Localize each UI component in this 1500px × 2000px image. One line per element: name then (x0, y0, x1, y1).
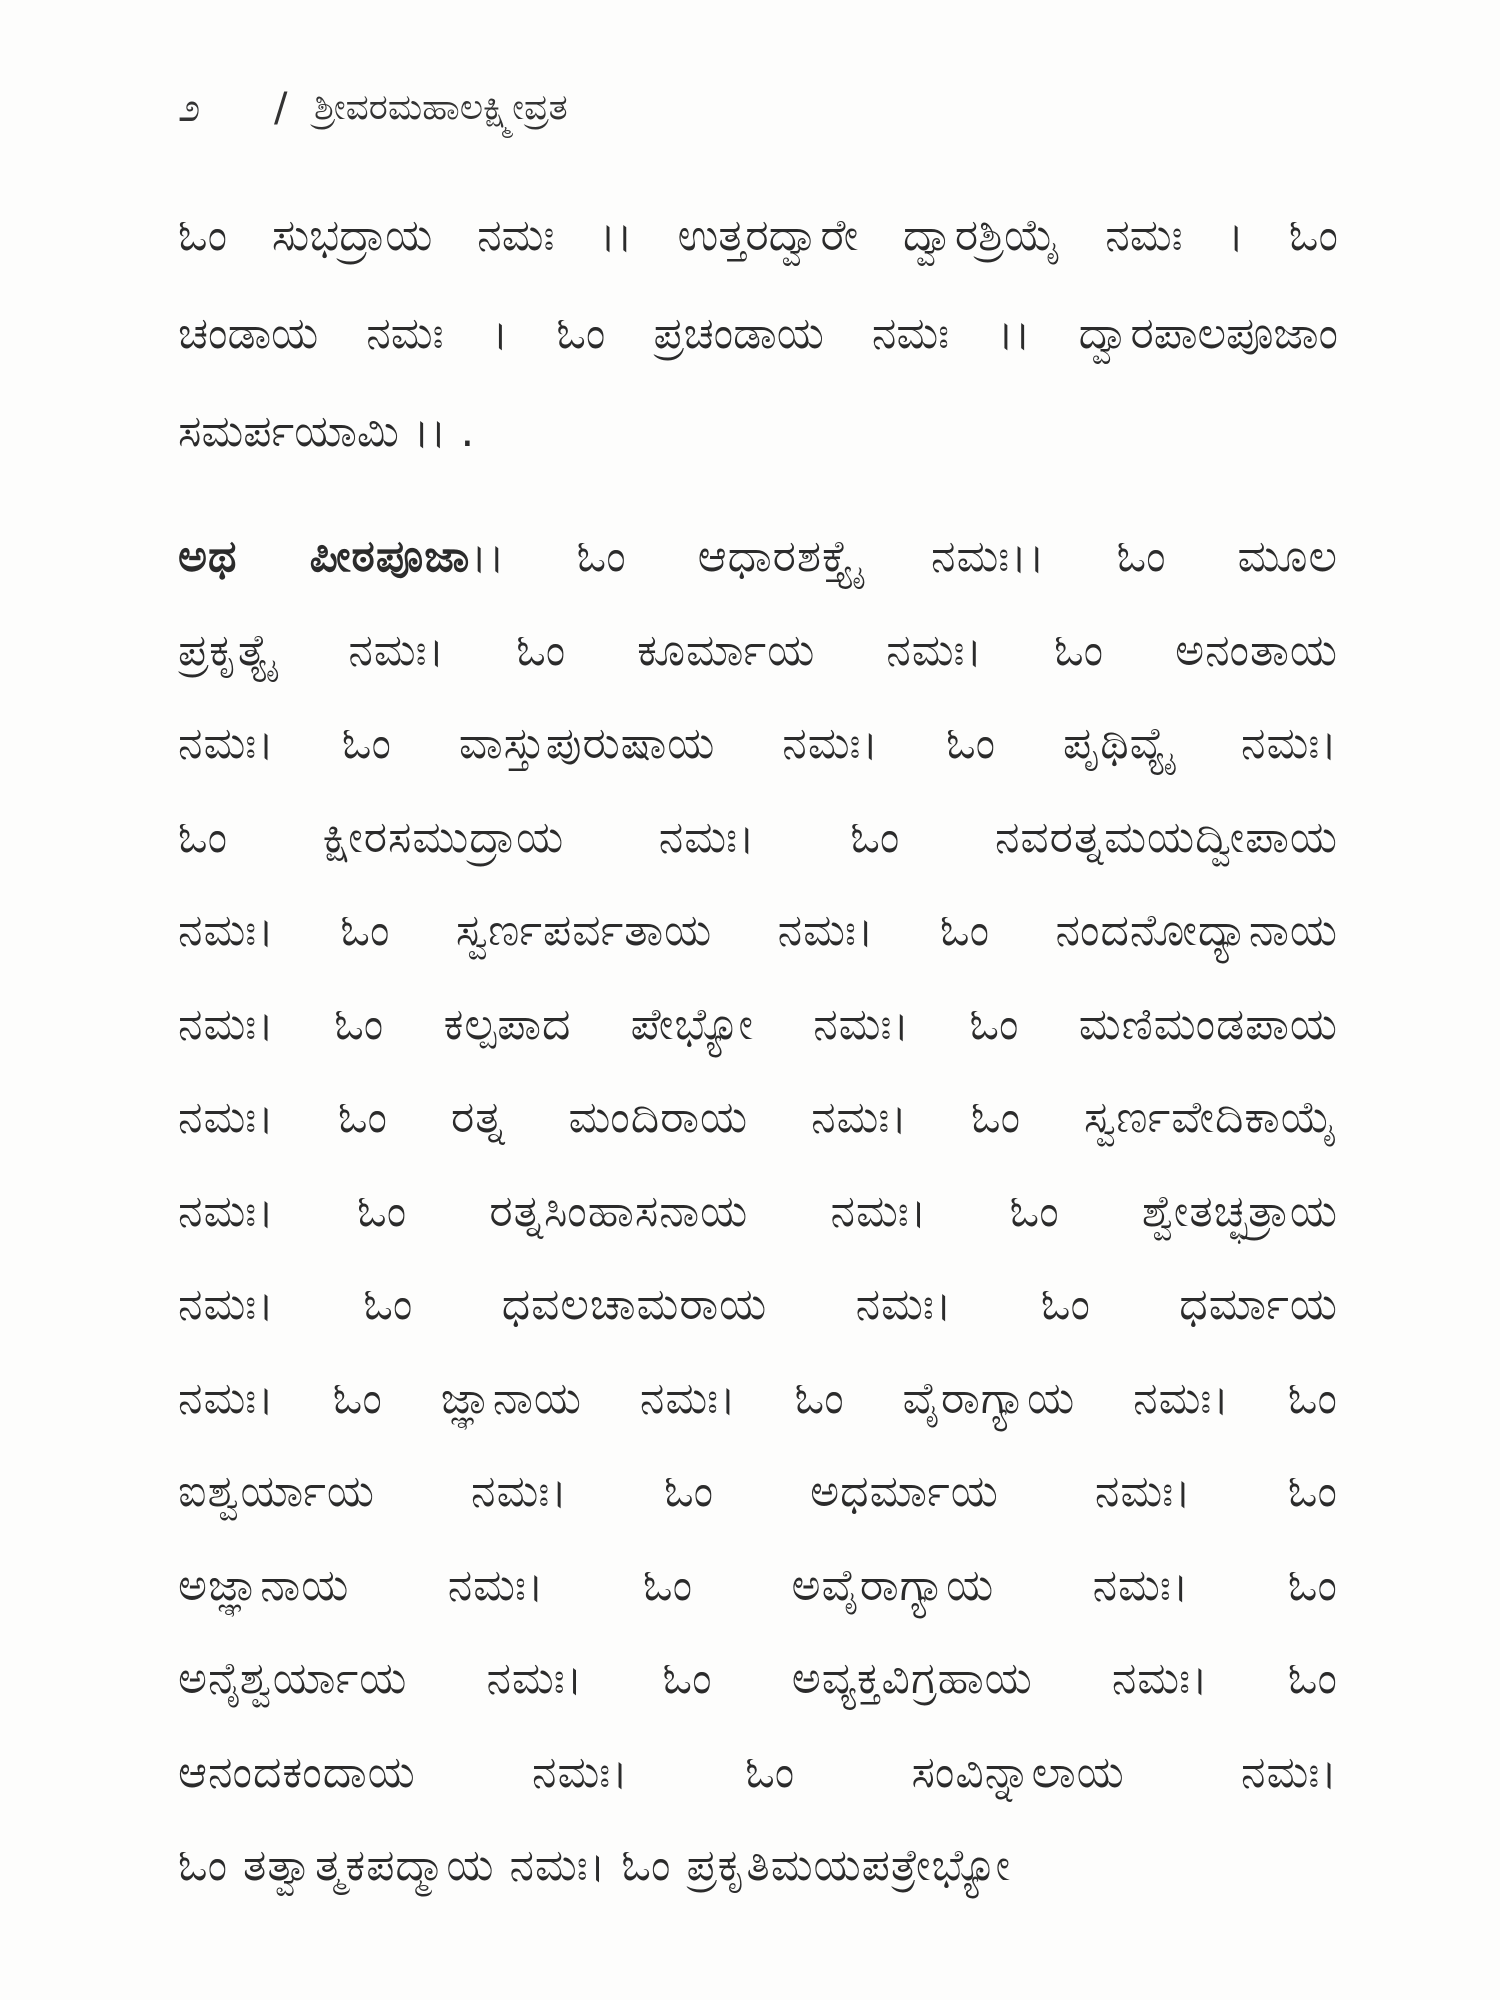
text-line: ನಮಃ। ಓಂ ರತ್ನ ಮಂದಿರಾಯ ನಮಃ। ಓಂ ಸ್ವರ್ಣವೇದಿಕಾಯೈ (178, 1092, 1338, 1143)
section-heading: ಅಥ ಪೀಠಪೂಜಾ (178, 531, 471, 582)
text-line: ಓಂ ಕ್ಷೀರಸಮುದ್ರಾಯ ನಮಃ। ಓಂ ನವರತ್ನಮಯದ್ವೀಪಾಯ (178, 811, 1338, 863)
text-line: ಅಜ್ಞಾನಾಯ ನಮಃ। ಓಂ ಅವೈರಾಗ್ಯಾಯ ನಮಃ। ಓಂ (178, 1559, 1338, 1611)
paragraph-dvarapala-puja (178, 187, 1338, 481)
heading-line-rest: ।। ಓಂ ಆಧಾರಶಕ್ತ್ಯೈ ನಮಃ।। ಓಂ ಮೂಲ (470, 531, 1338, 582)
text-line: ಅನೈಶ್ವರ್ಯಾಯ ನಮಃ। ಓಂ ಅವ್ಯಕ್ತವಿಗ್ರಹಾಯ ನಮಃ। ಓಂ (178, 1653, 1338, 1704)
text-line: ಚಂಡಾಯ ನಮಃ । ಓಂ ಪ್ರಚಂಡಾಯ ನಮಃ ।। ದ್ವಾರಪಾಲಪೂಜಾಂ (178, 308, 1338, 359)
header-separator: / (274, 85, 288, 131)
page-number: ೨ (178, 85, 201, 131)
text-line: ನಮಃ। ಓಂ ರತ್ನಸಿಂಹಾಸನಾಯ ನಮಃ। ಓಂ ಶ್ವೇತಚ್ಛತ್ರಾಯ (178, 1185, 1338, 1237)
text-line: ನಮಃ। ಓಂ ಜ್ಞಾನಾಯ ನಮಃ। ಓಂ ವೈರಾಗ್ಯಾಯ ನಮಃ। ಓಂ (178, 1372, 1338, 1424)
text-line: ಸಮರ್ಪಯಾಮಿ ।। . (178, 406, 475, 457)
paragraph-peetha-puja (178, 510, 1338, 1913)
text-line: ಓಂ ತತ್ವಾತ್ಮಕಪದ್ಮಾಯ ನಮಃ। ಓಂ ಪ್ರಕೃತಿಮಯಪತ್ರೇಭ್ಯೋ (178, 1840, 1012, 1891)
text-line: ಪ್ರಕೃತ್ಯೈ ನಮಃ। ಓಂ ಕೂರ್ಮಾಯ ನಮಃ। ಓಂ ಅನಂತಾಯ (178, 624, 1338, 676)
text-line: ನಮಃ। ಓಂ ಕಲ್ಪಪಾದ ಪೇಭ್ಯೋ ನಮಃ। ಓಂ ಮಣಿಮಂಡಪಾಯ (178, 998, 1338, 1050)
text-line: ಓಂ ಸುಭದ್ರಾಯ ನಮಃ ।। ಉತ್ತರದ್ವಾರೇ ದ್ವಾರಶ್ರಿಯೈ ನಮಃ । ಓಂ (178, 210, 1338, 261)
running-title: ಶ್ರೀವರಮಹಾಲಕ್ಷ್ಮೀವ್ರತ (314, 87, 568, 128)
text-line: ನಮಃ। ಓಂ ಸ್ವರ್ಣಪರ್ವತಾಯ ನಮಃ। ಓಂ ನಂದನೋದ್ಯಾನಾಯ (178, 905, 1338, 956)
page-header (178, 78, 568, 138)
text-line: ನಮಃ। ಓಂ ಧವಲಚಾಮರಾಯ ನಮಃ। ಓಂ ಧರ್ಮಾಯ (178, 1279, 1338, 1330)
text-line (178, 510, 1338, 604)
text-line: ಆನಂದಕಂದಾಯ ನಮಃ। ಓಂ ಸಂವಿನ್ನಾಲಾಯ ನಮಃ। (178, 1746, 1338, 1798)
text-line: ಐಶ್ವರ್ಯಾಯ ನಮಃ। ಓಂ ಅಧರ್ಮಾಯ ನಮಃ। ಓಂ (178, 1466, 1338, 1517)
text-line: ನಮಃ। ಓಂ ವಾಸ್ತುಪುರುಷಾಯ ನಮಃ। ಓಂ ಪೃಥಿವ್ಯೈ ನಮಃ। (178, 718, 1338, 769)
